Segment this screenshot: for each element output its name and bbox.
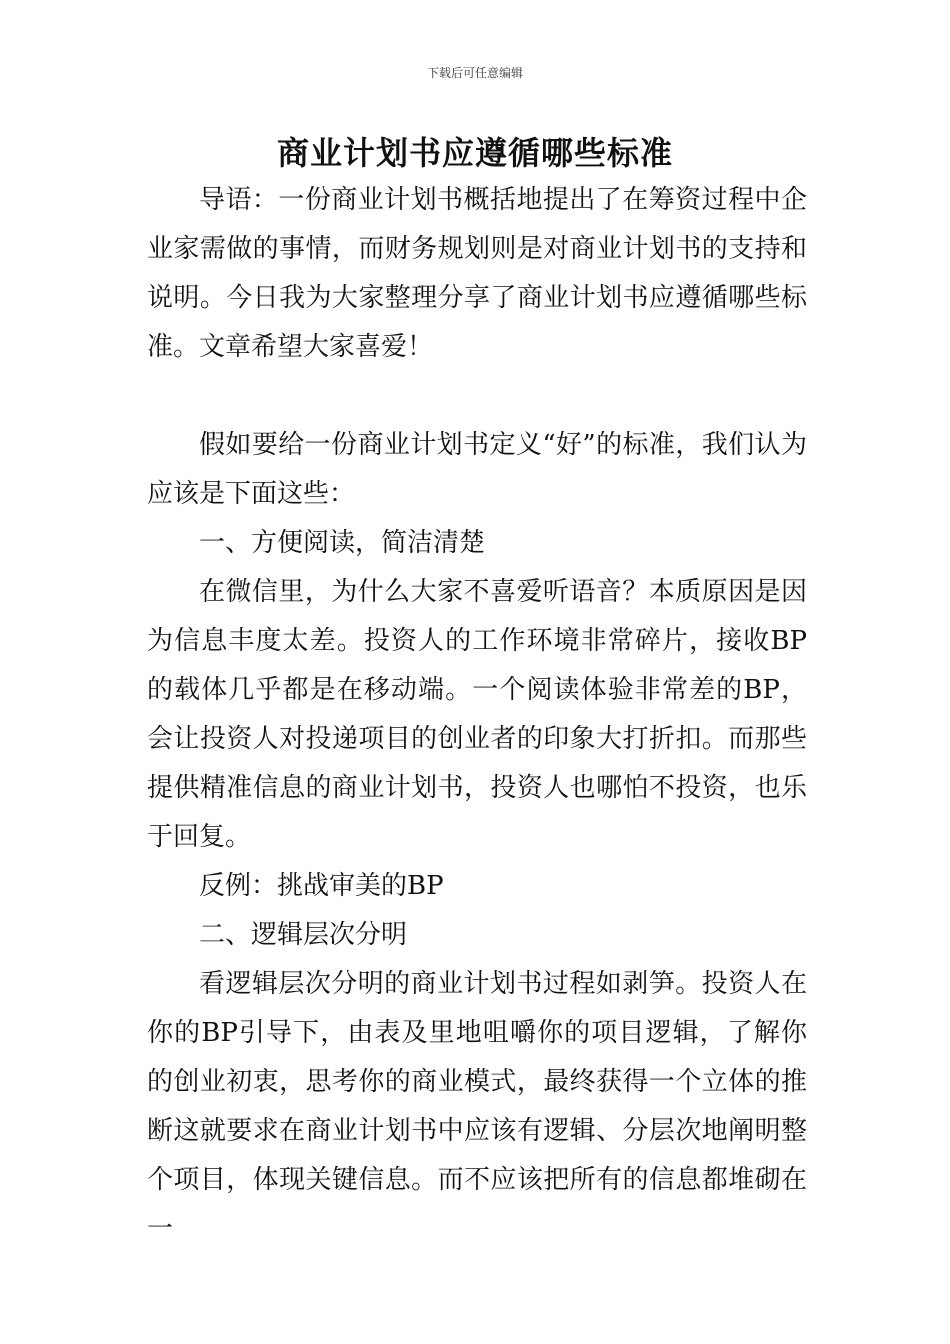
intro-paragraph: 导语：一份商业计划书概括地提出了在筹资过程中企业家需做的事情，而财务规划则是对商业计划书的支持和说明。今日我为大家整理分享了商业计划书应遵循哪些标准。文章希望大家喜爱！	[147, 185, 807, 362]
body-paragraph: 假如要给一份商业计划书定义“好”的标准，我们认为应该是下面这些：	[147, 430, 807, 509]
document-title: 商业计划书应遵循哪些标准	[276, 134, 673, 172]
body-paragraph: 反例：挑战审美的BP	[199, 871, 444, 901]
page-header-note: 下载后可任意编辑	[426, 66, 523, 80]
section-heading: 二、逻辑层次分明	[199, 920, 408, 950]
document-body	[147, 176, 807, 1254]
body-paragraph: 在微信里，为什么大家不喜爱听语音？本质原因是因为信息丰度太差。投资人的工作环境非常碎片，接收BP的载体几乎都是在移动端。一个阅读体验非常差的BP，会让投资人对投递项目的创业者的印象大打折扣。而那些提供精准信息的商业计划书，投资人也哪怕不投资，也乐于回复。	[147, 577, 807, 852]
section-heading: 一、方便阅读，简洁清楚	[199, 528, 486, 558]
body-paragraph: 看逻辑层次分明的商业计划书过程如剥笋。投资人在你的BP引导下，由表及里地咀嚼你的项目逻辑，了解你的创业初衷，思考你的商业模式，最终获得一个立体的推断这就要求在商业计划书中应该有逻辑、分层次地阐明整个项目，体现关键信息。而不应该把所有的信息都堆砌在一	[147, 969, 807, 1244]
